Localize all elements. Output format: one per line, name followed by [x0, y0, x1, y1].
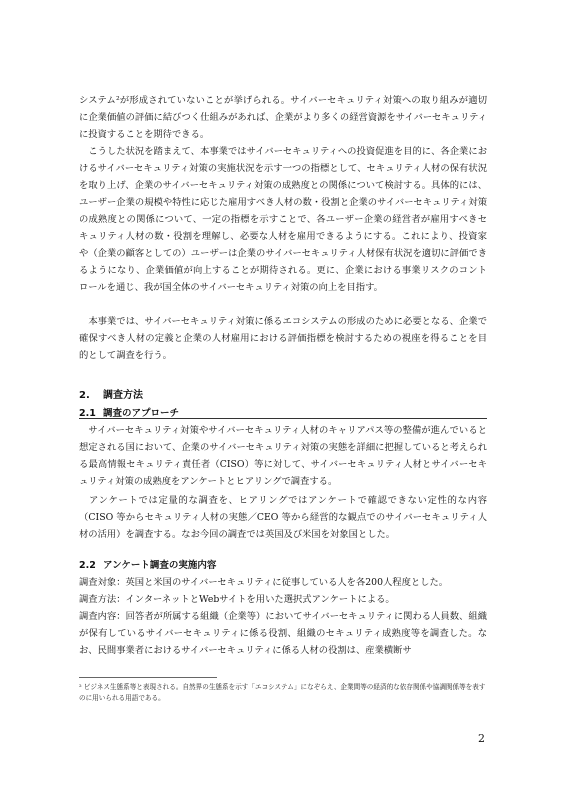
section-heading-2-1	[79, 405, 179, 419]
survey-method-line: 調査方法：インターネットとWebサイトを用いた選択式アンケートによる。	[79, 594, 395, 605]
page-number: 2	[478, 732, 485, 745]
footnote-divider	[79, 677, 217, 678]
subsection-title: アンケート調査の実施内容	[103, 560, 217, 571]
section-title: 調査方法	[103, 390, 143, 401]
section-number: 2.	[79, 390, 90, 401]
subsection-number: 2.2	[79, 560, 96, 571]
survey-content-line: 調査内容：回答者が所属する組織（企業等）においてサイバーセキュリティに関わる人員数、組織が保有しているサイバーセキュリティに係る役割、組織のセキュリティ成熟度等を調査した。なお、民間事業者におけるサイバーセキュリティに係る人材の役割は、産業横断サ	[79, 611, 487, 656]
section-heading-2-2	[79, 557, 216, 571]
survey-target-line: 調査対象：英国と米国のサイバーセキュリティに従事している人を各200人程度とした。	[79, 577, 449, 588]
footnote: ² ビジネス生態系等と表現される。自然界の生態系を示す「エコシステム」になぞらえ、企業間等の経済的な依存関係や協調関係等を表すのに用いられる用語である。	[79, 683, 486, 702]
subsection-title: 調査のアプローチ	[103, 408, 180, 419]
paragraph-project-purpose: こうした状況を踏まえて、本事業ではサイバーセキュリティへの投資促進を目的に、各企業におけるサイバーセキュリティ対策の実施状況を示す一つの指標として、セキュリティ人材の保有状況を取り上げ、企業のサイバーセキュリティ対策の成熟度との関係について検討する。具体的には、ユーザー企業の規模や特性に応じた雇用すべき人材の数・役割と企業のサイバーセキュリティ対策の成熟度との関係について、一定の指標を示すことで、各ユーザー企業の経営者が雇用すべきセキュリティ人材の数・役割を理解し、必要な人材を雇用できるようにする。これにより、投資家や（企業の顧客としての）ユーザーは企業のサイバーセキュリティ人材保有状況を適切に評価できるようになり、企業価値が向上することが期待される。更に、企業における事業リスクのコントロールを通じ、我が国全体のサイバーセキュリティ対策の向上を目指す。	[79, 146, 487, 293]
subsection-number: 2.1	[79, 408, 96, 419]
paragraph-intro-continued: システム²が形成されていないことが挙げられる。サイバーセキュリティ対策への取り組みが適切に企業価値の評価に結びつく仕組みがあれば、企業がより多くの経営資源をサイバーセキュリティに投資することを期待できる。	[79, 95, 487, 140]
paragraph-project-goal: 本事業では、サイバーセキュリティ対策に係るエコシステムの形成のために必要となる、企業で確保すべき人材の定義と企業の人材雇用における評価指標を検討するための視座を得ることを目的として調査を行う。	[79, 316, 487, 361]
heading-underline	[79, 418, 487, 419]
paragraph-approach: サイバーセキュリティ対策やサイバーセキュリティ人材のキャリアパス等の整備が進んでいると想定される国において、企業のサイバーセキュリティ対策の実態を詳細に把握していると考えられる最高情報セキュリティ責任者（CISO）等に対して、サイバーセキュリティ人材とサイバーセキュリティ対策の成熟度をアンケートとヒアリングで調査する。	[79, 425, 487, 487]
section-heading-2	[79, 386, 143, 401]
paragraph-survey-method: アンケートでは定量的な調査を、ヒアリングではアンケートで確認できない定性的な内容（CISO 等からセキュリティ人材の実態／CEO 等から経営的な観点でのサイバーセキュリティ人材の活用）を調査する。なお今回の調査では英国及び米国を対象国とした。	[79, 495, 487, 540]
